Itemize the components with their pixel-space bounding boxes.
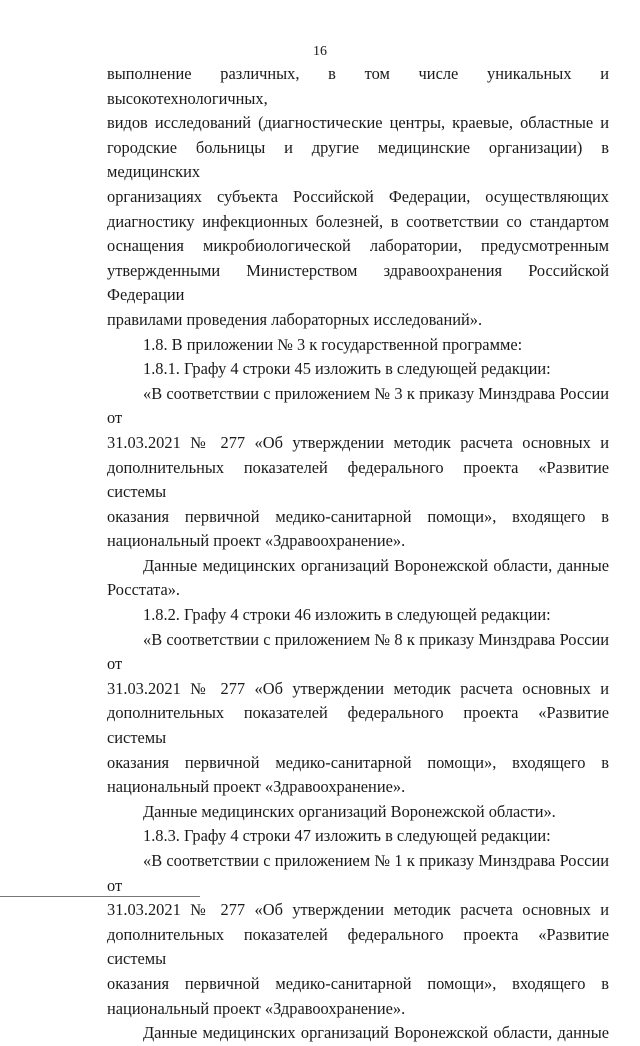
text-line: Данные медицинских организаций Воронежской области, данные — [143, 555, 609, 575]
text-line: национальный проект «Здравоохранение». — [107, 531, 406, 551]
text-line: 31.03.2021 № 277 «Об утверждении методик расчета основных и — [107, 900, 609, 920]
text-line: правилами проведения лабораторных исследований». — [107, 309, 483, 329]
text-line: утвержденными Министерством здравоохранения Российской Федерации — [107, 260, 609, 305]
text-line: оснащения микробиологической лаборатории, предусмотренным — [107, 236, 609, 256]
text-line: оказания первичной медико-санитарной помощи», входящего в — [107, 506, 609, 526]
text-line: дополнительных показателей федерального проекта «Развитие системы — [107, 457, 609, 502]
text-line: 1.8.1. Графу 4 строки 45 изложить в следующей редакции: — [143, 359, 551, 379]
text-line: национальный проект «Здравоохранение». — [107, 998, 406, 1018]
text-line: «В соответствии с приложением № 3 к приказу Минздрава России от — [107, 383, 609, 428]
text-line: Росстата». — [107, 580, 181, 600]
text-line: оказания первичной медико-санитарной помощи», входящего в — [107, 752, 609, 772]
text-line: Данные медицинских организаций Воронежской области». — [143, 801, 556, 821]
text-line: видов исследований (диагностические центры, краевые, областные и — [107, 113, 609, 133]
text-line: 1.8.2. Графу 4 строки 46 изложить в следующей редакции: — [143, 605, 551, 625]
text-line: дополнительных показателей федерального проекта «Развитие системы — [107, 703, 609, 748]
text-line: дополнительных показателей федерального проекта «Развитие системы — [107, 924, 609, 969]
document-body — [107, 62, 609, 1046]
text-line: 1.8. В приложении № 3 к государственной программе: — [143, 334, 523, 354]
text-line: «В соответствии с приложением № 1 к приказу Минздрава России от — [107, 851, 609, 895]
text-line: национальный проект «Здравоохранение». — [107, 777, 406, 797]
text-line: 31.03.2021 № 277 «Об утверждении методик расчета основных и — [107, 432, 609, 452]
text-line: выполнение различных, в том числе уникальных и высокотехнологичных, — [107, 64, 609, 108]
text-line: «В соответствии с приложением № 8 к приказу Минздрава России от — [107, 629, 609, 674]
text-line: городские больницы и другие медицинские организации) в медицинских — [107, 137, 609, 182]
footer-rule — [0, 896, 200, 897]
text-line: 31.03.2021 № 277 «Об утверждении методик расчета основных и — [107, 678, 609, 698]
text-line: 1.8.3. Графу 4 строки 47 изложить в следующей редакции: — [143, 826, 551, 846]
text-line: организациях субъекта Российской Федерации, осуществляющих — [107, 186, 609, 206]
text-line: оказания первичной медико-санитарной помощи», входящего в — [107, 973, 609, 993]
text-line: диагностику инфекционных болезней, в соответствии со стандартом — [107, 211, 609, 231]
page-number: 16 — [313, 44, 327, 59]
text-line: Данные медицинских организаций Воронежской области, данные — [143, 1023, 609, 1043]
